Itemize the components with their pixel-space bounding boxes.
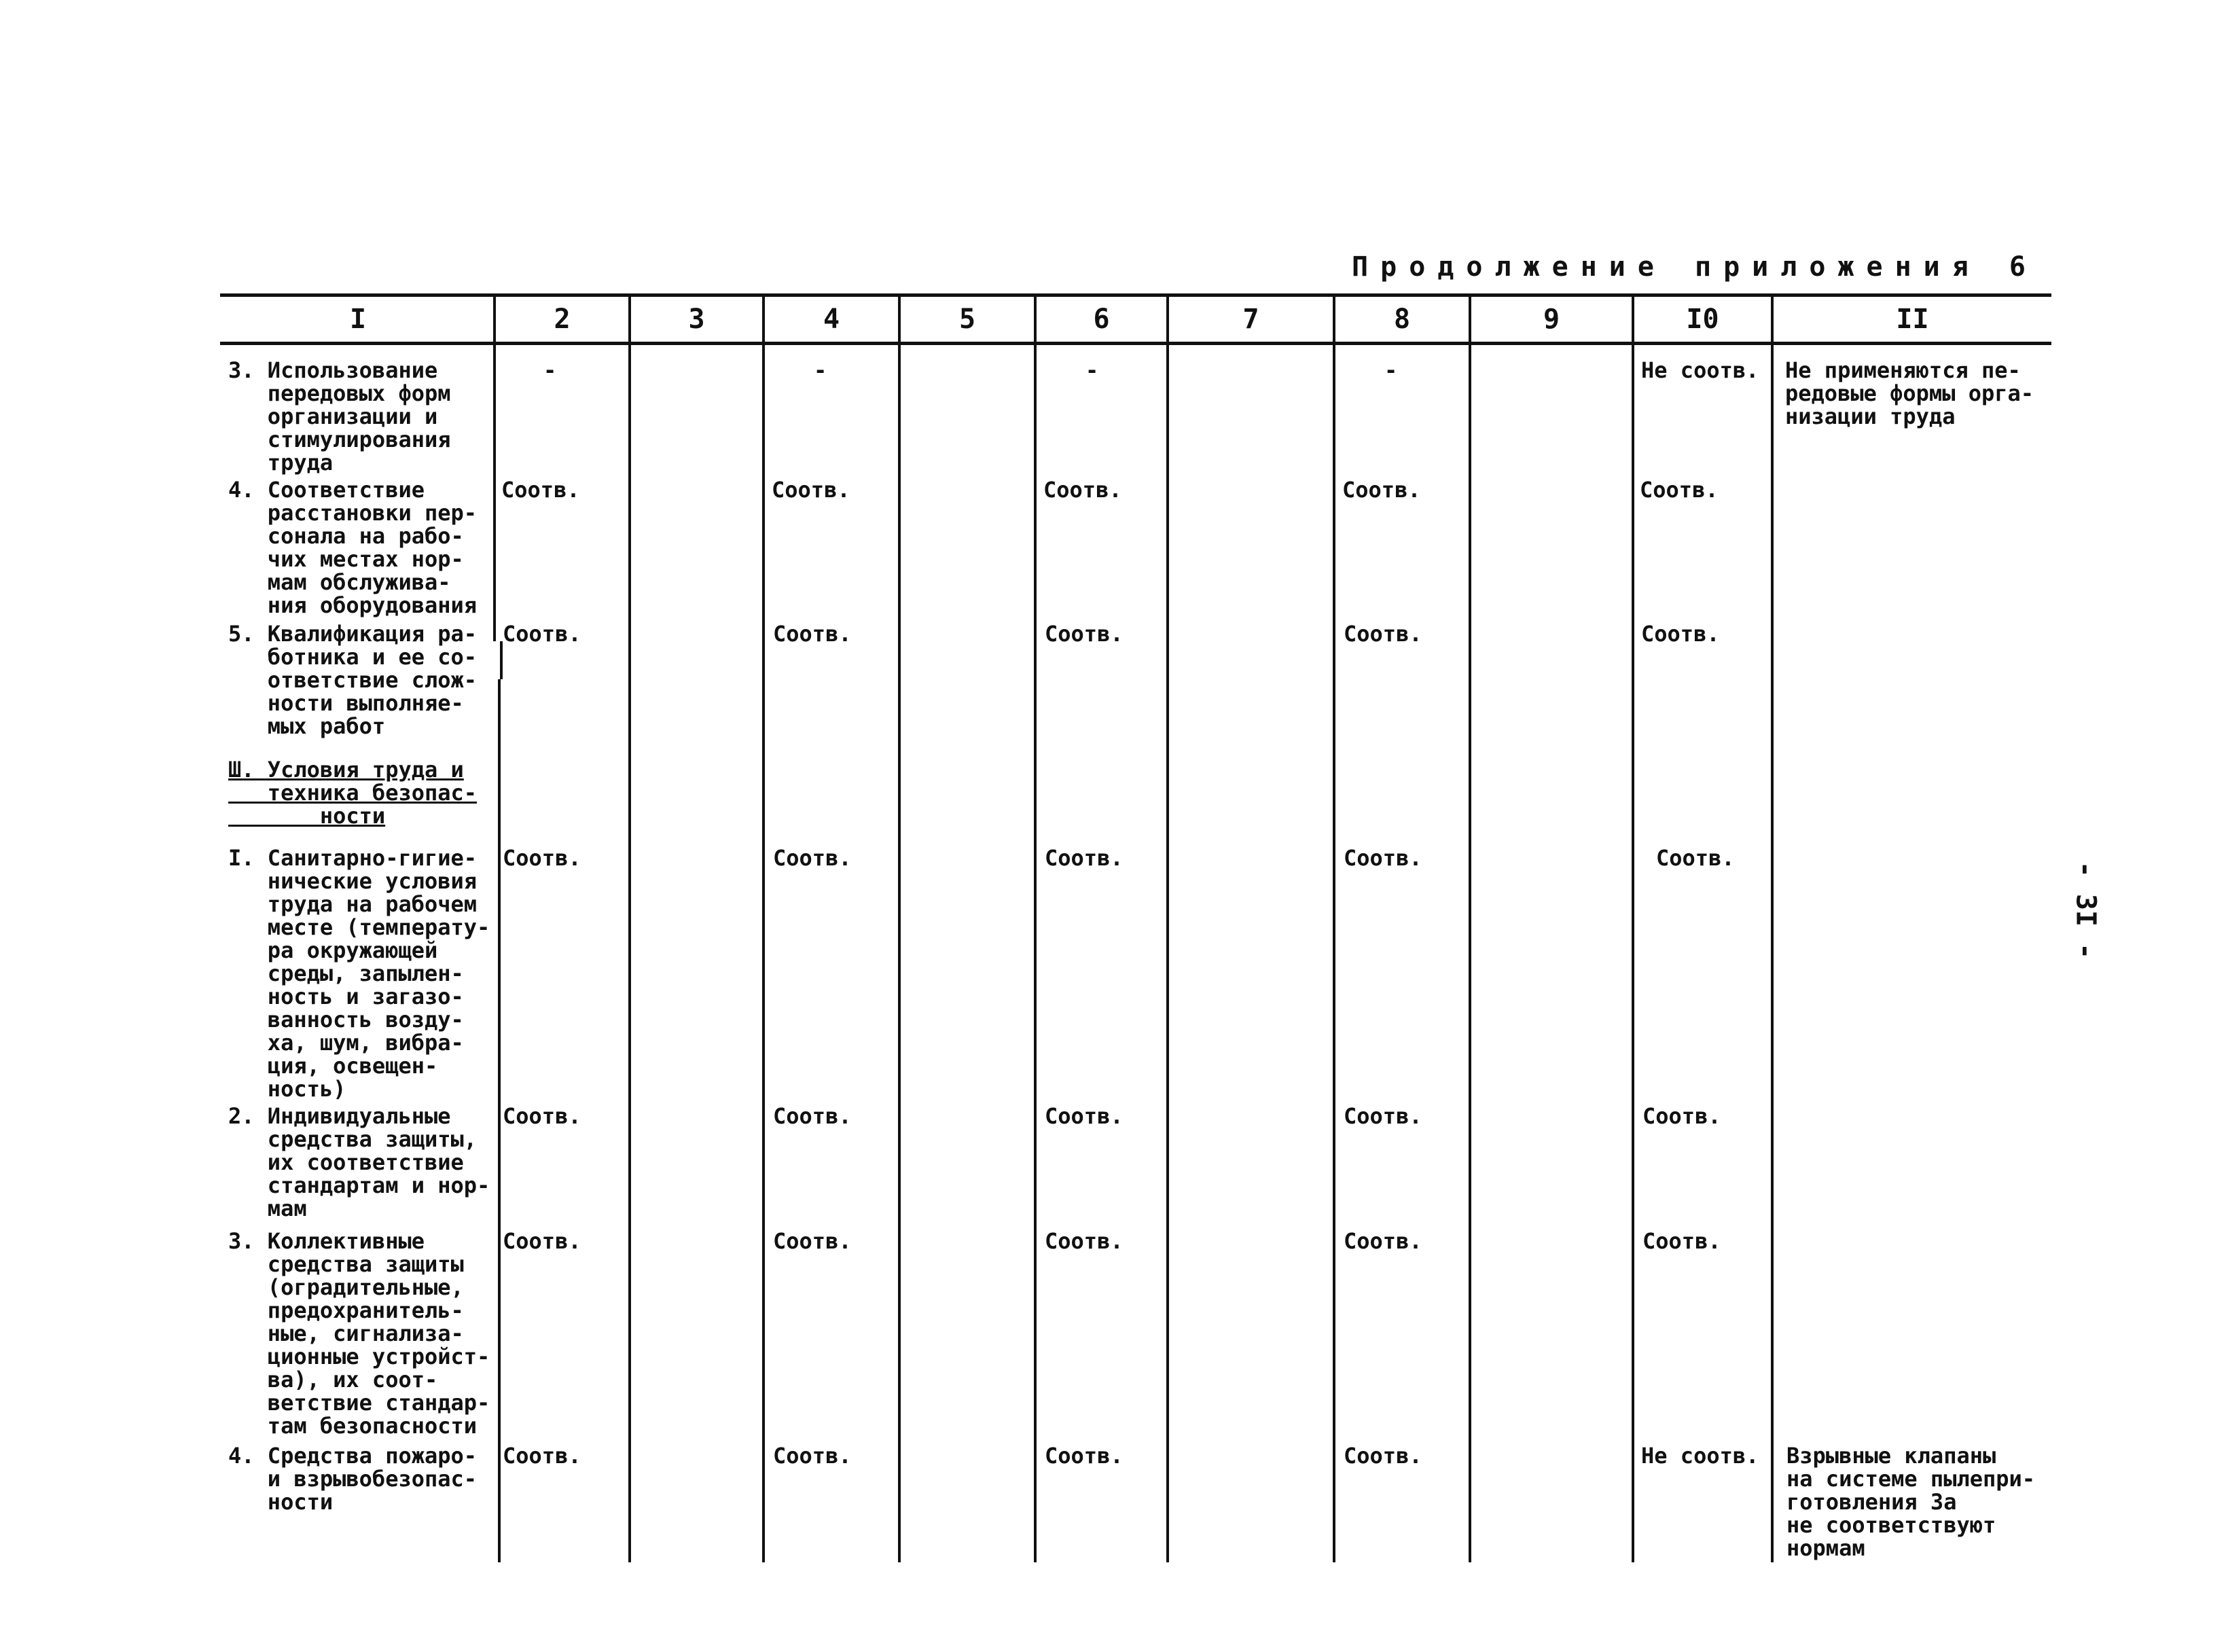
cell-col-4: Соотв.: [772, 477, 850, 503]
cell-col-4: Соотв.: [773, 845, 852, 871]
column-divider: [498, 679, 501, 1562]
cell-col-6: Соотв.: [1045, 621, 1124, 647]
cell-col-11: Взрывные клапаны на системе пылепри- готовления За не соответствуют нормам: [1786, 1443, 2036, 1561]
column-header-4: 4: [823, 304, 840, 335]
cell-col-10: Соотв.: [1642, 1103, 1721, 1129]
column-divider: [1333, 293, 1335, 1562]
column-header-5: 5: [958, 304, 976, 335]
page-number: [2045, 861, 2126, 960]
column-header-1: I: [349, 304, 367, 335]
row-criterion: 4. Соответствие расстановки пер- сонала на рабо- чих местах нор- мам обслужива- ния оборудования: [228, 477, 478, 618]
row-criterion: 3. Использование передовых форм организации и стимулирования труда: [228, 357, 451, 475]
column-divider: [898, 293, 901, 1562]
column-divider: [493, 293, 496, 641]
row-criterion: 3. Коллективные средства защиты (оградительные, предохранитель- ные, сигнализа- ционные устройст- ва), их соот- ветствие стандар- там безопасности: [228, 1228, 490, 1439]
cell-col-8: -: [1384, 357, 1398, 383]
cell-col-8: Соотв.: [1344, 1228, 1422, 1254]
cell-col-8: Соотв.: [1344, 845, 1422, 871]
row-criterion: 4. Средства пожаро- и взрывобезопас- ности: [228, 1443, 478, 1515]
cell-col-2: Соотв.: [503, 845, 581, 871]
cell-col-4: Соотв.: [773, 1228, 852, 1254]
row-criterion: 5. Квалификация ра- ботника и ее со- ответствие слож- ности выполняе- мых работ: [228, 621, 478, 739]
cell-col-8: Соотв.: [1344, 1443, 1422, 1469]
column-divider: [1771, 293, 1774, 1562]
column-divider: [628, 293, 631, 1562]
column-header-7: 7: [1242, 304, 1259, 335]
cell-col-2: -: [543, 357, 557, 383]
column-header-2: 2: [554, 304, 571, 335]
column-divider: [1469, 293, 1471, 1562]
column-divider: [500, 641, 503, 679]
cell-col-8: Соотв.: [1344, 1103, 1422, 1129]
cell-col-10: Не соотв.: [1641, 1443, 1759, 1469]
column-header-3: 3: [688, 304, 705, 335]
cell-col-10: Не соотв.: [1641, 357, 1759, 383]
cell-col-6: Соотв.: [1045, 845, 1124, 871]
cell-col-6: Соотв.: [1045, 1228, 1124, 1254]
cell-col-4: Соотв.: [773, 1443, 852, 1469]
cell-col-2: Соотв.: [503, 1443, 581, 1469]
column-divider: [1034, 293, 1037, 1562]
cell-col-8: Соотв.: [1344, 621, 1422, 647]
row-criterion: I. Санитарно-гигие- нические условия труда на рабочем месте (температу- ра окружающей среды, запылен- ность и загазо- ванность возду- ха, шум, вибра- ция, освещен- ность): [228, 845, 490, 1102]
column-divider: [1632, 293, 1634, 1562]
column-divider: [1166, 293, 1169, 1562]
cell-col-2: Соотв.: [503, 1228, 581, 1254]
cell-col-2: Соотв.: [503, 621, 581, 647]
cell-col-10: Соотв.: [1642, 1228, 1721, 1254]
cell-col-10: Соотв.: [1656, 845, 1735, 871]
column-header-8: 8: [1393, 304, 1411, 335]
column-header-6: 6: [1093, 304, 1110, 335]
cell-col-6: Соотв.: [1045, 1103, 1124, 1129]
row-criterion: 2. Индивидуальные средства защиты, их соответствие стандартам и нор- мам: [228, 1103, 490, 1221]
cell-col-4: Соотв.: [773, 1103, 852, 1129]
cell-col-6: Соотв.: [1043, 477, 1122, 503]
cell-col-10: Соотв.: [1640, 477, 1719, 503]
column-header-9: 9: [1543, 304, 1560, 335]
column-header-11: II: [1896, 304, 1929, 335]
page-number-text: - 3I -: [2070, 861, 2101, 960]
section-heading: Ш. Условия труда и техника безопас- ности: [228, 757, 478, 829]
cell-col-2: Соотв.: [503, 1103, 581, 1129]
cell-col-6: -: [1085, 357, 1099, 383]
cell-col-2: Соотв.: [501, 477, 580, 503]
column-divider: [762, 293, 765, 1562]
cell-col-10: Соотв.: [1641, 621, 1720, 647]
table-caption: Продолжение приложения 6: [1352, 251, 2038, 283]
cell-col-4: Соотв.: [773, 621, 852, 647]
cell-col-11: Не применяются пе- редовые формы орга- низации труда: [1785, 357, 2034, 429]
cell-col-6: Соотв.: [1045, 1443, 1124, 1469]
column-header-10: I0: [1686, 304, 1719, 335]
cell-col-8: Соотв.: [1342, 477, 1421, 503]
cell-col-4: -: [814, 357, 827, 383]
